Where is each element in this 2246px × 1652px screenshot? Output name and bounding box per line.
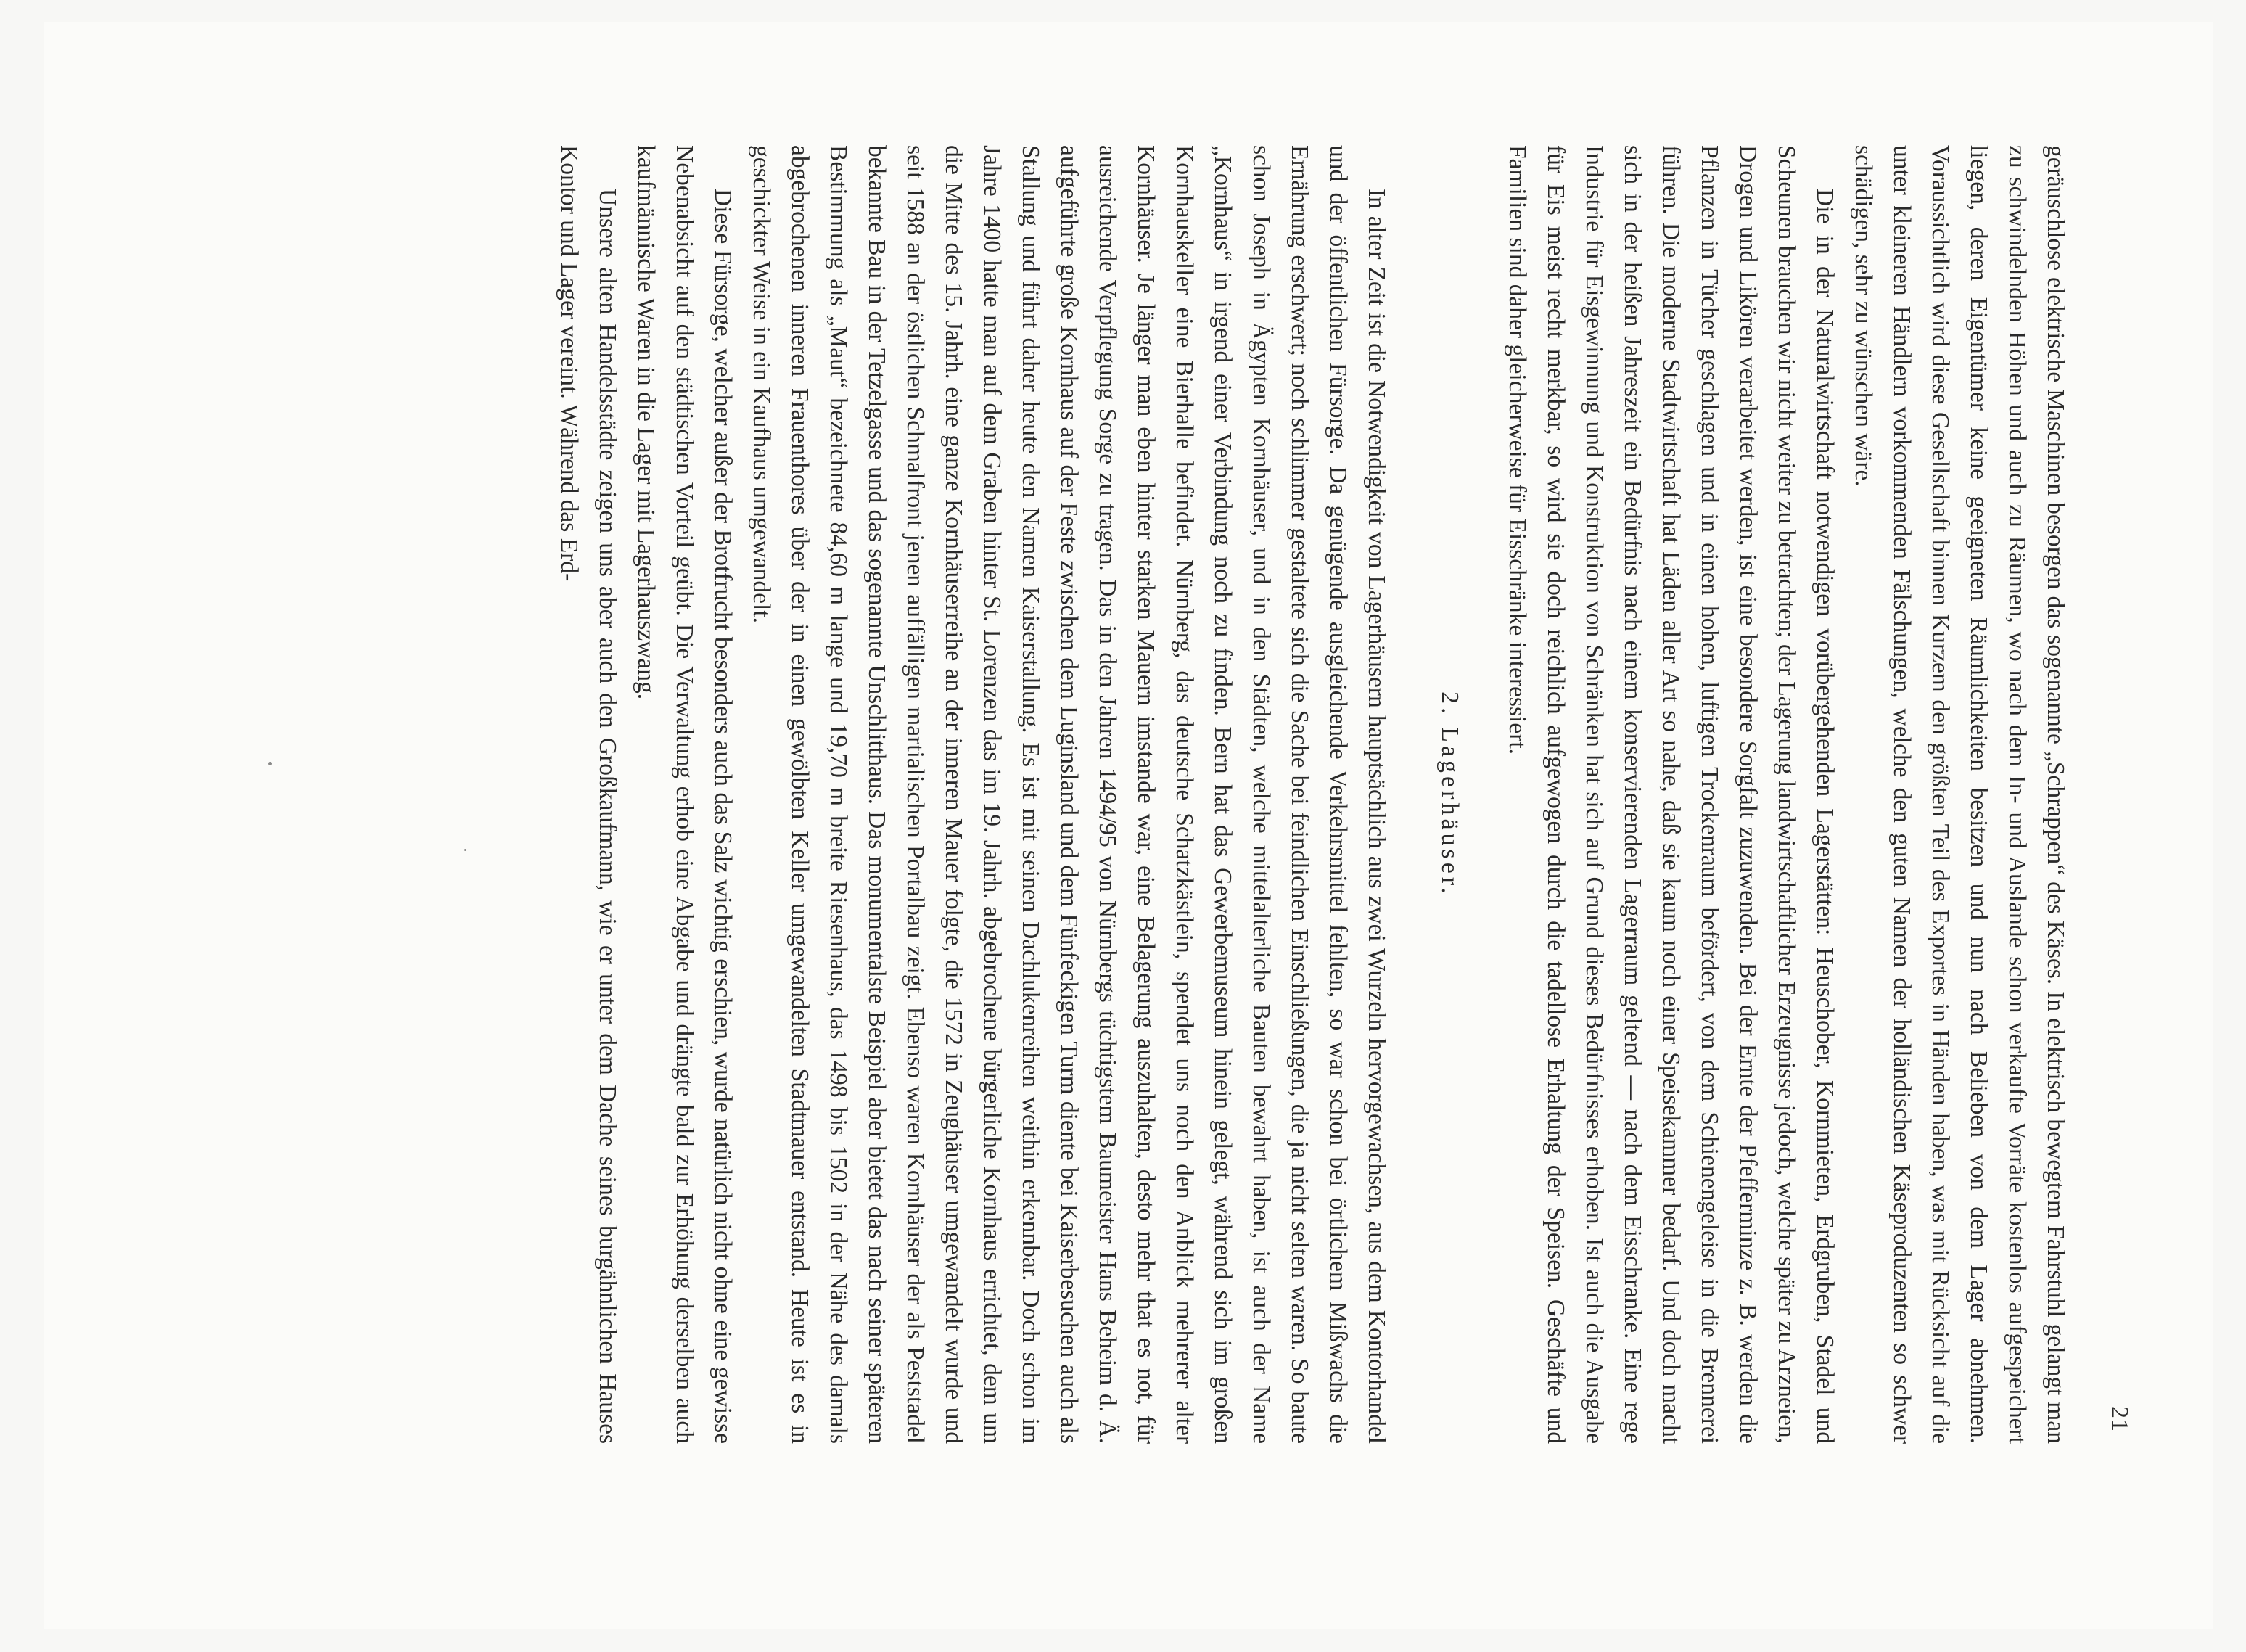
paragraph: Diese Fürsorge, welcher außer der Brotfrucht besonders auch das Salz wichtig erschien, wurde natürlich nicht ohne eine gewisse Nebenabsicht auf den städtischen Vorteil geübt. Die Verwaltung erhob eine Abgabe und drängte bald zur Erhöhung derselben auch kaufmännische Waren in die Lager mit Lagerhauszwang. <box>633 145 736 1444</box>
paragraph: Unsere alten Handelsstädte zeigen uns aber auch den Großkaufmann, wie er unter dem Dache seines burgähnlichen Hauses Kontor und Lager vereint. Während das Erd- <box>556 145 621 1444</box>
body-text <box>550 145 2075 1444</box>
page-number: 21 <box>2106 1406 2133 1432</box>
section-heading: 2. Lagerhäuser. <box>1436 691 1463 897</box>
paragraph: In alter Zeit ist die Notwendigkeit von Lagerhäusern hauptsächlich aus zwei Wurzeln hervorgewachsen, aus dem Kontorhandel und der öffentlichen Fürsorge. Da genügende ausgleichende Verkehrsmittel fehlten, so war schon bei örtlichem Mißwachs die Ernährung erschwert; noch schlimmer gestaltete sich die Sache bei feindlichen Einschließungen, die ja nicht selten waren. So baute schon Joseph in Ägypten Kornhäuser, und in den Städten, welche mittelalterliche Bauten bewahrt haben, ist auch der Name „Kornhaus“ in irgend einer Verbindung noch zu finden. Bern hat das Gewerbemuseum hinein gelegt, während sich im großen Kornhauskeller eine Bierhalle befindet. Nürnberg, das deutsche Schatzkästlein, spendet uns noch den Anblick mehrerer alter Kornhäuser. Je länger man eben hinter starken Mauern imstande war, eine Belagerung auszuhalten, desto mehr that es not, für ausreichende Verpflegung Sorge zu tragen. Das in den Jahren 1494/95 von Nürnbergs tüchtigstem Baumeister Hans Beheim d. Ä. aufgeführte große Kornhaus auf der Feste zwischen dem Luginsland und dem Fünfeckigen Turm diente bei Kaiserbesuchen auch als Stallung und führt daher heute den Namen Kaiserstallung. Es ist mit seinen Dachlukenreihen weithin erkennbar. Doch schon im Jahre 1400 hatte man auf dem Graben hinter St. Lorenzen das im 19. Jahrh. abgebrochene bürgerliche Kornhaus errichtet, dem um die Mitte des 15. Jahrh. eine ganze Kornhäuserreihe an der inneren Mauer folgte, die 1572 in Zeughäuser umgewandelt wurde und seit 1588 an der östlichen Schmalfront jenen auffälligen martialischen Portalbau zeigt. Ebenso waren Kornhäuser der als Peststadel bekannte Bau in der Tetzelgasse und das sogenannte Unschlitthaus. Das monumentalste Beispiel aber bietet das nach seiner späteren Bestimmung als „Maut“ bezeichnete 84,60 m lange und 19,70 m breite Riesenhaus, das 1498 bis 1502 in der Nähe des damals abgebrochenen inneren Frauenthores über der in einen gewölbten Keller umgewandelten Stadtmauer entstand. Heute ist es in geschickter Weise in ein Kaufhaus umgewandelt. <box>748 145 1390 1444</box>
dust-speck <box>268 762 272 765</box>
paragraph: geräuschlose elektrische Maschinen besorgen das sogenannte „Schrappen“ des Käses. In elektrisch bewegtem Fahrstuhl gelangt man zu schwindelnden Höhen und auch zu Räumen, wo nach dem In- und Auslande schon verkaufte Vorräte kostenlos aufgespeichert liegen, deren Eigentümer keine geeigneten Räumlichkeiten besitzen und nun nach Belieben von dem Lager abnehmen. Voraussichtlich wird diese Gesellschaft binnen Kurzem den größten Teil des Exportes in Händen haben, was mit Rücksicht auf die unter kleineren Händlern vorkommenden Fälschungen, welche den guten Namen der holländischen Käseproduzenten so schwer schädigen, sehr zu wünschen wäre. <box>1850 145 2069 1444</box>
paragraph: Die in der Naturalwirtschaft notwendigen vorübergehenden Lagerstätten: Heuschober, Kornmieten, Erdgruben, Stadel und Scheunen brauchen wir nicht weiter zu betrachten; der Lagerung landwirtschaftlicher Erzeugnisse jedoch, welche später zu Arzneien, Drogen und Likören verarbeitet werden, ist eine besondere Sorgfalt zuzuwenden. Bei der Ernte der Pfefferminze z. B. werden die Pflanzen in Tücher geschlagen und in einen hohen, luftigen Trockenraum befördert, von dem Schienengeleise in die Brennerei führen. Die moderne Stadtwirtschaft hat Läden aller Art so nahe, daß sie kaum noch einer Speisekammer bedarf. Und doch macht sich in der heißen Jahreszeit ein Bedürfnis nach einem konservierenden Lagerraum geltend — nach dem Eisschranke. Eine rege Industrie für Eisgewinnung und Konstruktion von Schränken hat sich auf Grund dieses Bedürfnisses erhoben. Ist auch die Ausgabe für Eis meist recht merkbar, so wird sie doch reichlich aufgewogen durch die tadellose Erhaltung der Speisen. Geschäfte und Familien sind daher gleicherweise für Eisschränke interessiert. <box>1504 145 1838 1444</box>
rotated-page-content <box>363 145 2133 1444</box>
